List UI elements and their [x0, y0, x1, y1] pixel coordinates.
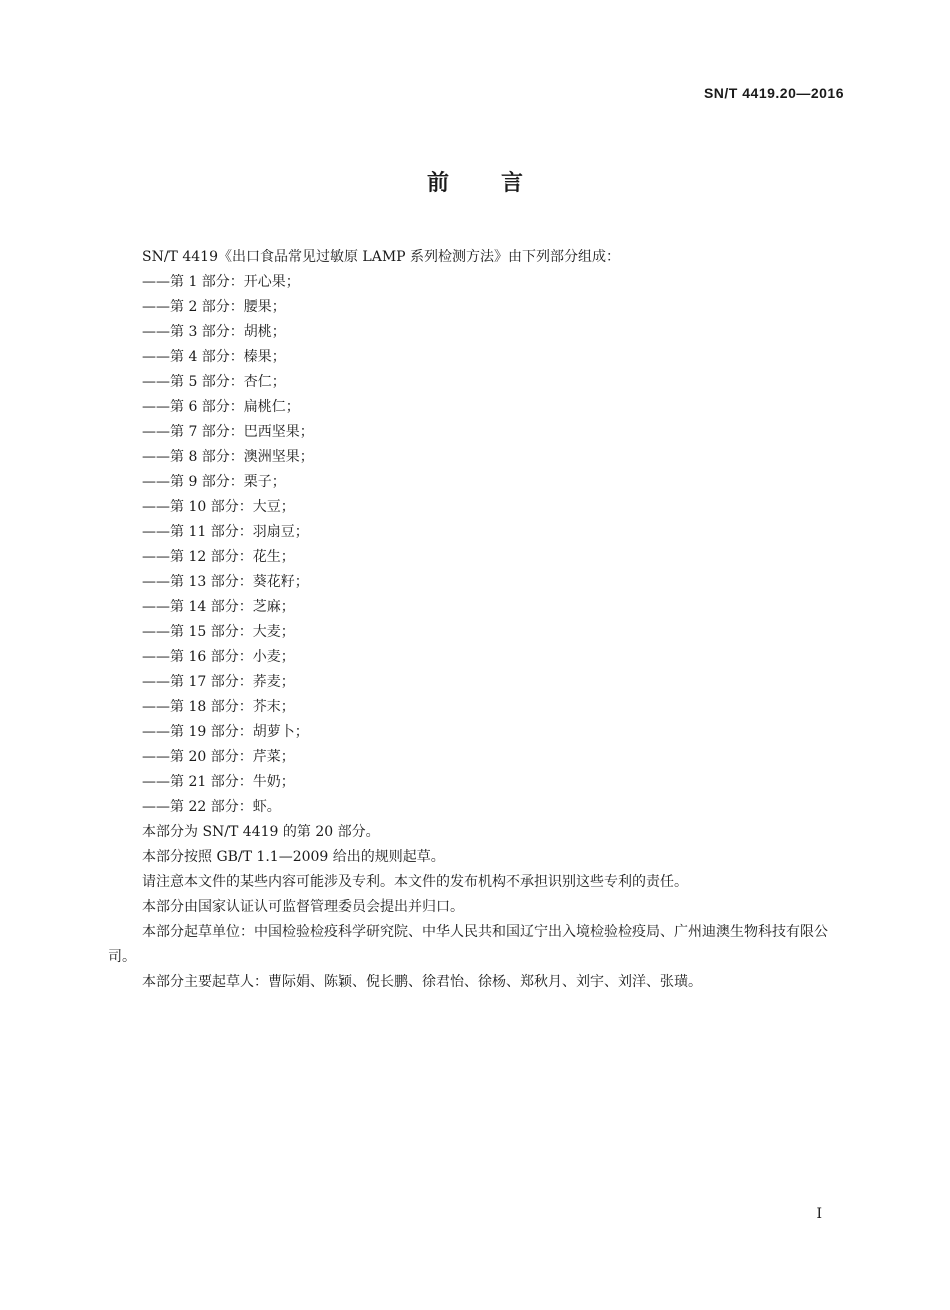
list-item: ——第 1 部分：开心果；: [142, 274, 300, 290]
list-item: ——第 12 部分：花生；: [142, 549, 295, 565]
list-item: ——第 16 部分：小麦；: [142, 649, 295, 665]
foreword-body: [108, 245, 848, 995]
list-item: ——第 22 部分：虾。: [142, 799, 281, 815]
part-of-paragraph: 本部分为 SN/T 4419 的第 20 部分。: [142, 824, 380, 840]
proposer-paragraph: 本部分由国家认证认可监督管理委员会提出并归口。: [142, 899, 464, 915]
page-number: I: [816, 1206, 822, 1222]
list-item: ——第 19 部分：胡萝卜；: [142, 724, 309, 740]
page-title: 前言: [426, 170, 575, 196]
list-item: ——第 2 部分：腰果；: [142, 299, 286, 315]
list-item: ——第 10 部分：大豆；: [142, 499, 295, 515]
list-item: ——第 11 部分：羽扇豆；: [142, 524, 309, 540]
list-item: ——第 15 部分：大麦；: [142, 624, 295, 640]
list-item: ——第 17 部分：荞麦；: [142, 674, 295, 690]
list-item: ——第 8 部分：澳洲坚果；: [142, 449, 314, 465]
list-item: ——第 5 部分：杏仁；: [142, 374, 286, 390]
list-item: ——第 3 部分：胡桃；: [142, 324, 286, 340]
list-item: ——第 18 部分：芥末；: [142, 699, 295, 715]
list-item: ——第 9 部分：栗子；: [142, 474, 286, 490]
standard-code: SN/T 4419.20—2016: [703, 85, 844, 101]
list-item: ——第 4 部分：榛果；: [142, 349, 286, 365]
list-item: ——第 6 部分：扁桃仁；: [142, 399, 300, 415]
drafting-rules-paragraph: 本部分按照 GB/T 1.1—2009 给出的规则起草。: [142, 849, 445, 865]
list-item: ——第 20 部分：芹菜；: [142, 749, 295, 765]
list-item: ——第 7 部分：巴西坚果；: [142, 424, 314, 440]
list-item: ——第 21 部分：牛奶；: [142, 774, 295, 790]
list-item: ——第 14 部分：芝麻；: [142, 599, 295, 615]
list-item: ——第 13 部分：葵花籽；: [142, 574, 309, 590]
intro-paragraph: SN/T 4419《出口食品常见过敏原 LAMP 系列检测方法》由下列部分组成：: [142, 249, 621, 265]
patent-notice-paragraph: 请注意本文件的某些内容可能涉及专利。本文件的发布机构不承担识别这些专利的责任。: [142, 874, 688, 890]
drafting-units-paragraph: 本部分起草单位：中国检验检疫科学研究院、中华人民共和国辽宁出入境检验检疫局、广州迪澳生物科技有限公司。: [108, 924, 828, 965]
parts-list: [108, 270, 848, 820]
drafters-paragraph: 本部分主要起草人：曹际娟、陈颖、倪长鹏、徐君怡、徐杨、郑秋月、刘宇、刘洋、张璜。: [142, 974, 702, 990]
